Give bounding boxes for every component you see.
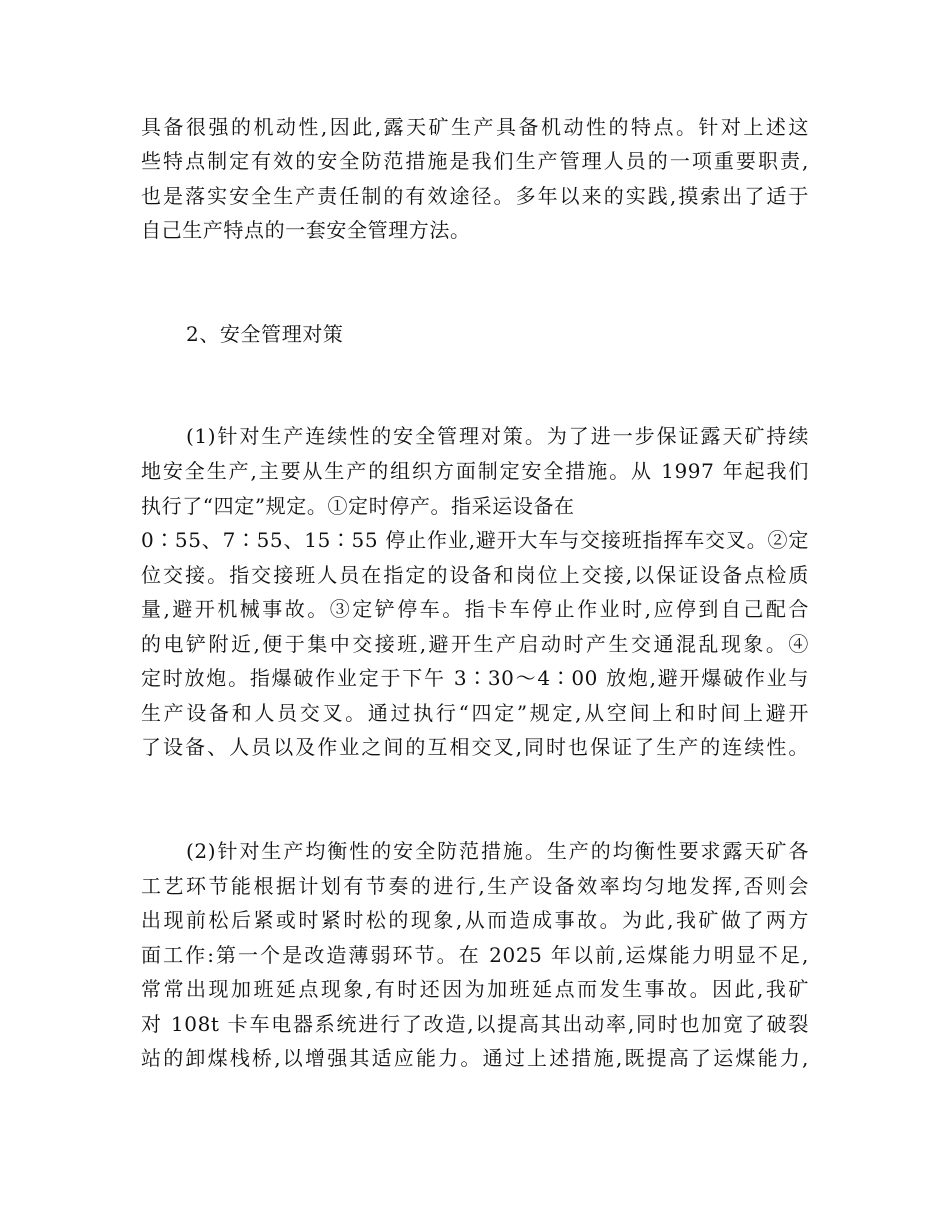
paragraph-2-line: 位交接。指交接班人员在指定的设备和岗位上交接,以保证设备点检质: [141, 563, 809, 587]
paragraph-2-line: 定时放炮。指爆破作业定于下午 3∶30～4∶00 放炮,避开爆破作业与: [141, 666, 809, 690]
section-heading: 2、安全管理对策: [186, 322, 344, 346]
paragraph-2-line: 生产设备和人员交叉。通过执行“四定”规定,从空间上和时间上避开: [141, 701, 809, 725]
paragraph-3-line: 面工作:第一个是改造薄弱环节。在 2025 年以前,运煤能力明显不足,: [141, 943, 809, 967]
paragraph-1-line: 自己生产特点的一套安全管理方法。: [141, 218, 471, 242]
paragraph-3-line: (2)针对生产均衡性的安全防范措施。生产的均衡性要求露天矿各: [186, 839, 809, 863]
paragraph-1-line: 些特点制定有效的安全防范措施是我们生产管理人员的一项重要职责,: [141, 149, 809, 173]
paragraph-1-line: 具备很强的机动性,因此,露天矿生产具备机动性的特点。针对上述这: [141, 115, 809, 139]
paragraph-3-line: 工艺环节能根据计划有节奏的进行,生产设备效率均匀地发挥,否则会: [141, 874, 809, 898]
paragraph-3-line: 常常出现加班延点现象,有时还因为加班延点而发生事故。因此,我矿: [141, 977, 809, 1001]
paragraph-2-line: 的电铲附近,便于集中交接班,避开生产启动时产生交通混乱现象。④: [141, 632, 809, 656]
paragraph-3-line: 出现前松后紧或时紧时松的现象,从而造成事故。为此,我矿做了两方: [141, 908, 809, 932]
paragraph-3-line: 对 108t 卡车电器系统进行了改造,以提高其出动率,同时也加宽了破裂: [141, 1012, 809, 1036]
paragraph-2-line: 0∶55、7∶55、15∶55 停止作业,避开大车与交接班指挥车交叉。②定: [141, 528, 809, 552]
paragraph-2-line: (1)针对生产连续性的安全管理对策。为了进一步保证露天矿持续: [186, 424, 809, 448]
paragraph-2-line: 量,避开机械事故。③定铲停车。指卡车停止作业时,应停到自己配合: [141, 597, 809, 621]
paragraph-2-line: 了设备、人员以及作业之间的互相交叉,同时也保证了生产的连续性。: [141, 735, 809, 759]
paragraph-1-line: 也是落实安全生产责任制的有效途径。多年以来的实践,摸索出了适于: [141, 184, 809, 208]
paragraph-2-line: 执行了“四定”规定。①定时停产。指采运设备在: [141, 494, 575, 518]
paragraph-2-line: 地安全生产,主要从生产的组织方面制定安全措施。从 1997 年起我们: [141, 459, 809, 483]
paragraph-3-line: 站的卸煤栈桥,以增强其适应能力。通过上述措施,既提高了运煤能力,: [141, 1046, 809, 1070]
